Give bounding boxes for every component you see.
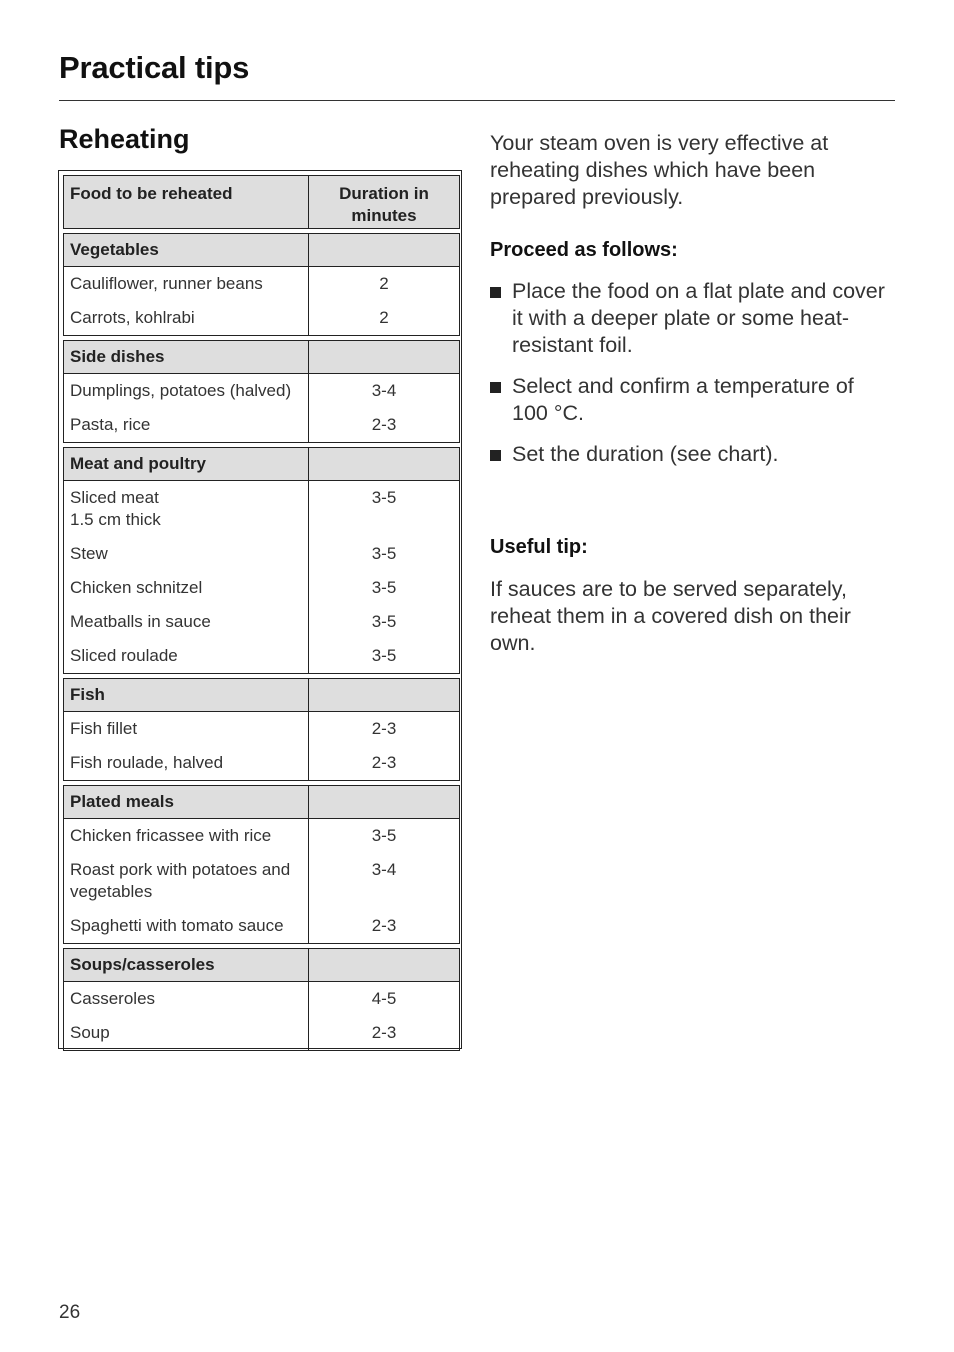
category-row bbox=[64, 679, 460, 712]
category-label: Soups/casseroles bbox=[64, 949, 309, 982]
duration-cell: 2-3 bbox=[309, 408, 460, 443]
duration-cell: 3-5 bbox=[309, 481, 460, 538]
table-row bbox=[64, 1016, 460, 1051]
page-title: Practical tips bbox=[59, 50, 250, 85]
category-label: Vegetables bbox=[64, 234, 309, 267]
table-header-row bbox=[64, 176, 460, 229]
category-empty-cell bbox=[309, 679, 460, 712]
table-row bbox=[64, 746, 460, 781]
duration-cell: 3-4 bbox=[309, 374, 460, 409]
category-row bbox=[64, 234, 460, 267]
duration-cell: 3-5 bbox=[309, 605, 460, 639]
duration-cell: 3-5 bbox=[309, 639, 460, 674]
duration-cell: 4-5 bbox=[309, 982, 460, 1017]
duration-cell: 2-3 bbox=[309, 712, 460, 747]
food-cell: Dumplings, potatoes (halved) bbox=[64, 374, 309, 409]
duration-cell: 3-5 bbox=[309, 571, 460, 605]
table-row bbox=[64, 909, 460, 944]
table-row bbox=[64, 481, 460, 538]
table-row bbox=[64, 712, 460, 747]
step-text: Place the food on a flat plate and cover it with a deeper plate or some heat-resistant foil. bbox=[512, 279, 885, 357]
table-body bbox=[64, 229, 460, 1051]
food-cell: Sliced roulade bbox=[64, 639, 309, 674]
food-cell: Chicken schnitzel bbox=[64, 571, 309, 605]
intro-block bbox=[490, 130, 890, 211]
intro-text: Your steam oven is very effective at reheating dishes which have been prepared previously. bbox=[490, 131, 829, 209]
step-item bbox=[490, 373, 890, 427]
category-label: Side dishes bbox=[64, 341, 309, 374]
duration-cell: 3-5 bbox=[309, 537, 460, 571]
food-cell: Fish roulade, halved bbox=[64, 746, 309, 781]
column-header-food: Food to be reheated bbox=[64, 176, 309, 229]
table-row bbox=[64, 374, 460, 409]
food-cell: Sliced meat 1.5 cm thick bbox=[64, 481, 309, 538]
food-cell: Soup bbox=[64, 1016, 309, 1051]
food-cell: Stew bbox=[64, 537, 309, 571]
title-divider bbox=[59, 100, 895, 101]
food-cell: Roast pork with potatoes and vegetables bbox=[64, 853, 309, 909]
duration-cell: 3-4 bbox=[309, 853, 460, 909]
table-row bbox=[64, 571, 460, 605]
table-row bbox=[64, 605, 460, 639]
table-row bbox=[64, 267, 460, 302]
food-cell: Fish fillet bbox=[64, 712, 309, 747]
duration-cell: 3-5 bbox=[309, 819, 460, 854]
duration-cell: 2-3 bbox=[309, 909, 460, 944]
square-bullet-icon bbox=[490, 450, 501, 461]
category-label: Fish bbox=[64, 679, 309, 712]
table-row bbox=[64, 819, 460, 854]
duration-cell: 2 bbox=[309, 301, 460, 336]
category-empty-cell bbox=[309, 341, 460, 374]
step-text: Set the duration (see chart). bbox=[512, 442, 779, 466]
tip-heading: Useful tip: bbox=[490, 536, 588, 558]
category-empty-cell bbox=[309, 949, 460, 982]
step-text: Select and confirm a temperature of 100 °C. bbox=[512, 374, 854, 425]
section-title: Reheating bbox=[59, 124, 190, 154]
category-row bbox=[64, 949, 460, 982]
category-row bbox=[64, 786, 460, 819]
food-cell: Cauliflower, runner beans bbox=[64, 267, 309, 302]
reheating-table bbox=[63, 175, 460, 1051]
tip-text: If sauces are to be served separately, reheat them in a covered dish on their own. bbox=[490, 577, 851, 655]
table-row bbox=[64, 408, 460, 443]
duration-cell: 2-3 bbox=[309, 1016, 460, 1051]
food-cell: Carrots, kohlrabi bbox=[64, 301, 309, 336]
food-cell: Chicken fricassee with rice bbox=[64, 819, 309, 854]
food-cell: Spaghetti with tomato sauce bbox=[64, 909, 309, 944]
step-item bbox=[490, 441, 890, 468]
table-row bbox=[64, 537, 460, 571]
category-empty-cell bbox=[309, 448, 460, 481]
table-row bbox=[64, 639, 460, 674]
square-bullet-icon bbox=[490, 287, 501, 298]
food-cell: Casseroles bbox=[64, 982, 309, 1017]
step-item bbox=[490, 278, 890, 359]
category-label: Meat and poultry bbox=[64, 448, 309, 481]
food-cell: Pasta, rice bbox=[64, 408, 309, 443]
category-empty-cell bbox=[309, 234, 460, 267]
food-cell: Meatballs in sauce bbox=[64, 605, 309, 639]
page-number: 26 bbox=[59, 1302, 81, 1323]
category-empty-cell bbox=[309, 786, 460, 819]
category-row bbox=[64, 448, 460, 481]
table-row bbox=[64, 982, 460, 1017]
square-bullet-icon bbox=[490, 382, 501, 393]
steps-list bbox=[490, 278, 890, 482]
duration-cell: 2 bbox=[309, 267, 460, 302]
table-row bbox=[64, 301, 460, 336]
proceed-heading: Proceed as follows: bbox=[490, 239, 678, 261]
category-label: Plated meals bbox=[64, 786, 309, 819]
category-row bbox=[64, 341, 460, 374]
table-row bbox=[64, 853, 460, 909]
duration-cell: 2-3 bbox=[309, 746, 460, 781]
column-header-duration: Duration in minutes bbox=[309, 176, 460, 229]
